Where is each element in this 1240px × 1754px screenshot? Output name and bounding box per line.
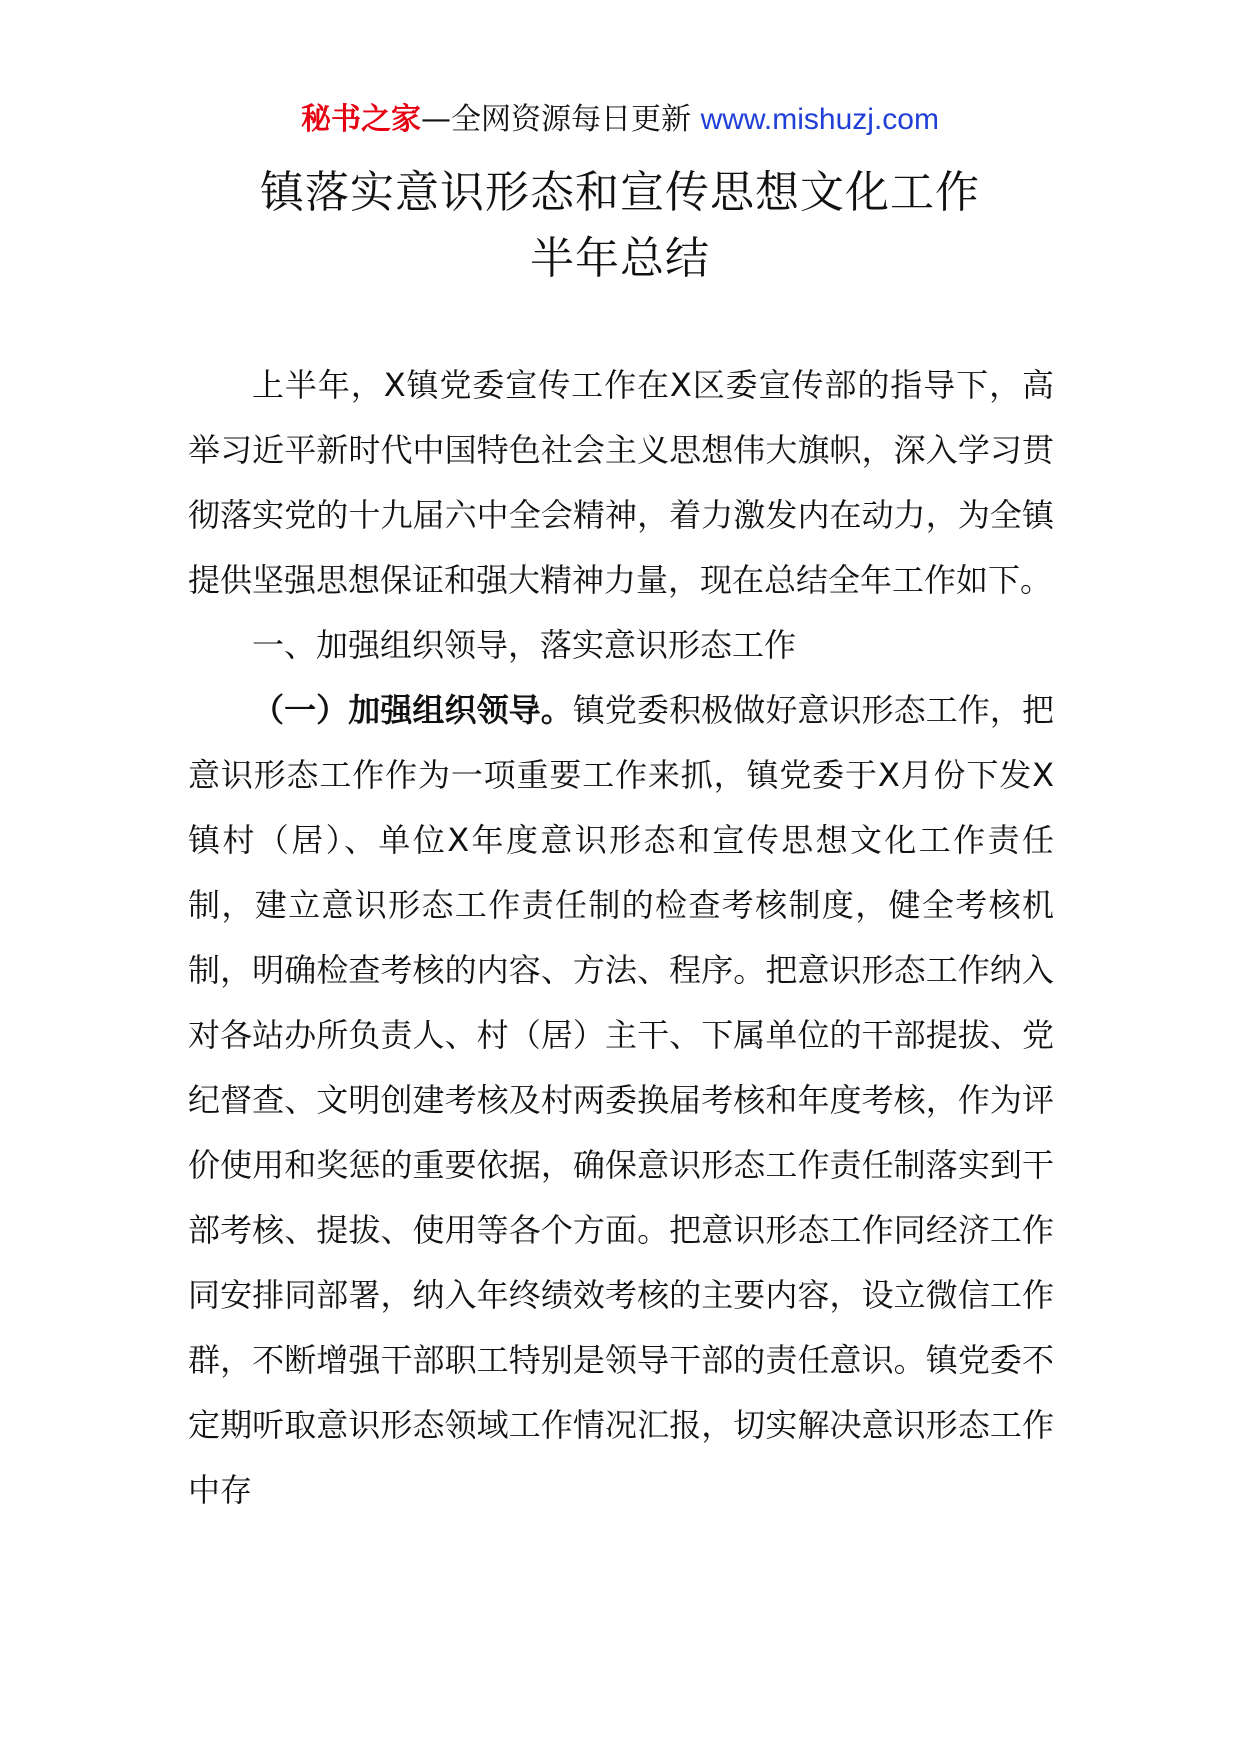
section-heading-1: 一、加强组织领导，落实意识形态工作 — [252, 626, 797, 664]
section-1-1-paragraph — [188, 678, 1054, 1523]
header-tagline: —全网资源每日更新 — [421, 102, 692, 137]
intro-paragraph: 上半年，X镇党委宣传工作在X区委宣传部的指导下，高举习近平新时代中国特色社会主义思想伟大旗帜，深入学习贯彻落实党的十九届六中全会精神，着力激发内在动力，为全镇提供坚强思想保证和强大精神力量，现在总结全年工作如下。 — [188, 366, 1054, 599]
section-1-1-text: 镇党委积极做好意识形态工作，把意识形态工作作为一项重要工作来抓，镇党委于X月份下发X镇村（居）、单位X年度意识形态和宣传思想文化工作责任制，建立意识形态工作责任制的检查考核制度，健全考核机制，明确检查考核的内容、方法、程序。把意识形态工作纳入对各站办所负责人、村（居）主干、下属单位的干部提拔、党纪督查、文明创建考核及村两委换届考核和年度考核，作为评价使用和奖惩的重要依据，确保意识形态工作责任制落实到干部考核、提拔、使用等各个方面。把意识形态工作同经济工作同安排同部署，纳入年终绩效考核的主要内容，设立微信工作群，不断增强干部职工特别是领导干部的责任意识。镇党委不定期听取意识形态领域工作情况汇报，切实解决意识形态工作中存 — [188, 691, 1054, 1509]
header-banner — [0, 100, 1240, 140]
brand-name: 秘书之家 — [301, 102, 422, 137]
sub-heading-1-1: （一）加强组织领导。 — [252, 691, 573, 729]
site-url-link[interactable]: www.mishuzj.com — [700, 103, 939, 136]
document-body — [188, 353, 1054, 1523]
document-title — [0, 160, 1240, 292]
title-line-1: 镇落实意识形态和宣传思想文化工作 — [260, 167, 980, 218]
title-line-2: 半年总结 — [530, 233, 710, 284]
